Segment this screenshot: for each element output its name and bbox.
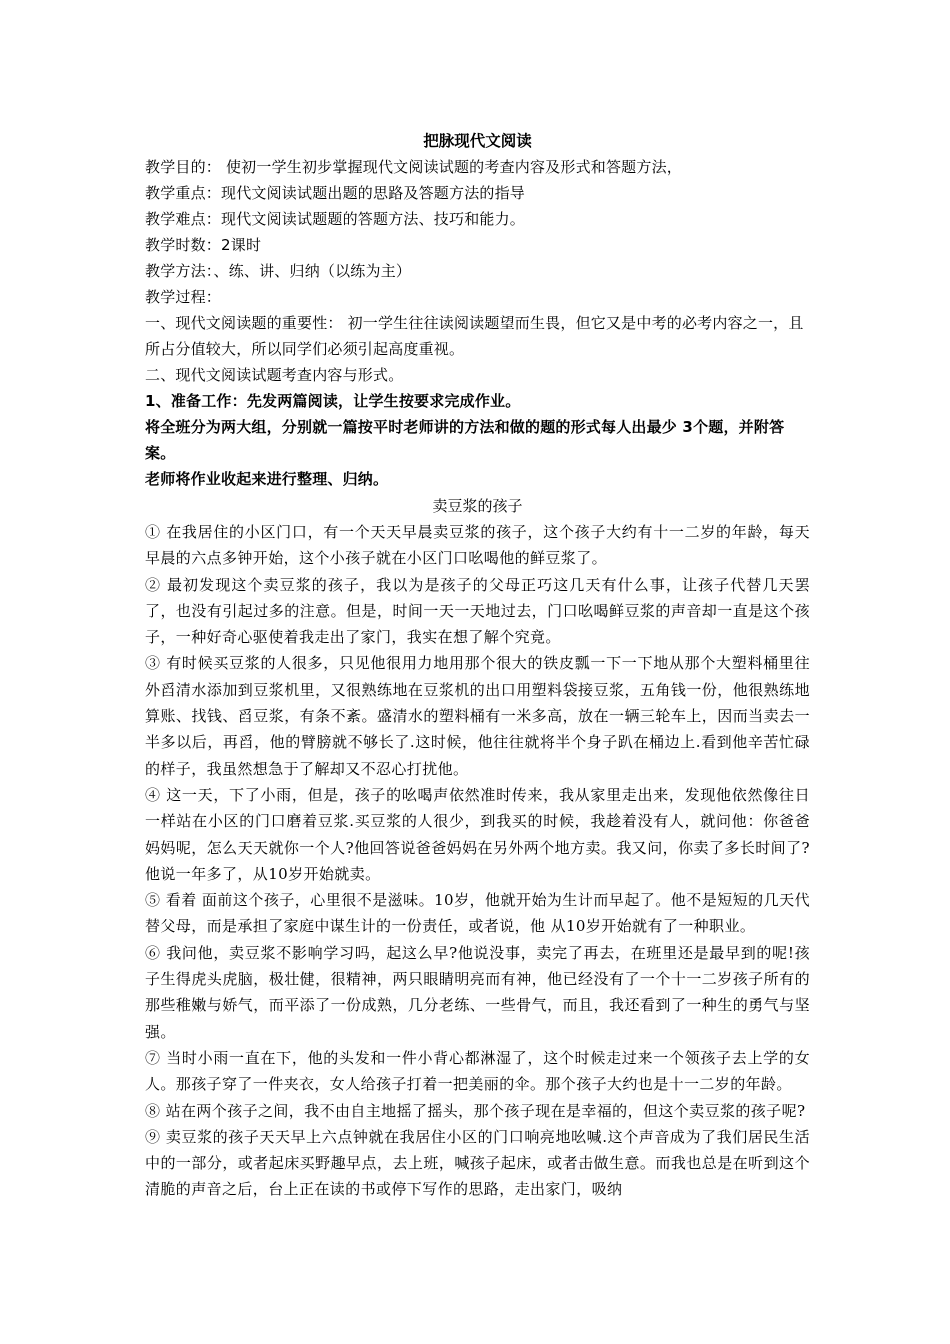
section-importance: 一、现代文阅读题的重要性： 初一学生往往读阅读题望而生畏，但它又是中考的必考内容之一，且所占分值较大，所以同学们必须引起高度重视。 — [145, 314, 804, 358]
story-paragraph-3: ③ 有时候买豆浆的人很多，只见他很用力地用那个很大的铁皮瓢一下一下地从那个大塑料桶里往外舀清水添加到豆浆机里，又很熟练地在豆浆机的出口用塑料袋接豆浆，五角钱一份，他很熟练地算账、找钱、舀豆浆，有条不紊。盛清水的塑料桶有一米多高，放在一辆三轮车上，因而当卖去一半多以后，再舀，他的臂膀就不够长了.这时候，他往往就将半个身子趴在桶边上.看到他辛苦忙碌的样子，我虽然想急于了解却又不忍心打扰他。 — [145, 654, 810, 778]
story-paragraph-5: ⑤ 看着 面前这个孩子，心里很不是滋味。10岁，他就开始为生计而早起了。他不是短短的几天代替父母，而是承担了家庭中谋生计的一份责任，或者说，他 从10岁开始就有了一种职业。 — [145, 891, 810, 936]
section-content-form: 二、现代文阅读试题考查内容与形式。 — [145, 366, 404, 384]
collect-homework-line: 老师将作业收起来进行整理、归纳。 — [145, 470, 389, 488]
story-paragraph-6: ⑥ 我问他，卖豆浆不影响学习吗，起这么早?他说没事，卖完了再去，在班里还是最早到的呢!孩子生得虎头虎脑，极壮健，很精神，两只眼睛明亮而有神，他已经没有了一个十一二岁孩子所有的那些稚嫩与娇气，而平添了一份成熟，几分老练、一些骨气，而且，我还看到了一种生的勇气与坚强。 — [145, 943, 810, 1041]
meta-difficulty: 教学难点：现代文阅读试题题的答题方法、技巧和能力。 — [145, 210, 526, 228]
meta-purpose: 教学目的： 使初一学生初步掌握现代文阅读试题的考查内容及形式和答题方法， — [145, 158, 682, 176]
story-paragraph-1: ① 在我居住的小区门口，有一个天天早晨卖豆浆的孩子，这个孩子大约有十一二岁的年龄，每天早晨的六点多钟开始，这个小孩子就在小区门口吆喝他的鲜豆浆了。 — [145, 523, 810, 568]
prep-work-line: 1、准备工作：先发两篇阅读，让学生按要求完成作业。 — [145, 392, 521, 410]
document-title: 把脉现代文阅读 — [423, 132, 532, 150]
story-paragraph-2: ② 最初发现这个卖豆浆的孩子，我以为是孩子的父母正巧这几天有什么事，让孩子代替几天罢了，也没有引起过多的注意。但是，时间一天一天地过去，门口吆喝鲜豆浆的声音却一直是这个孩子，一种好奇心驱使着我走出了家门，我实在想了解个究竟。 — [145, 575, 810, 647]
story-title: 卖豆浆的孩子 — [432, 497, 523, 515]
story-paragraph-8: ⑧ 站在两个孩子之间，我不由自主地摇了摇头，那个孩子现在是幸福的，但这个卖豆浆的孩子呢? — [145, 1101, 806, 1120]
meta-method: 教学方法：、练、讲、归纳（以练为主） — [145, 262, 412, 280]
meta-process: 教学过程： — [145, 288, 222, 306]
story-paragraph-7: ⑦ 当时小雨一直在下，他的头发和一件小背心都淋湿了，这个时候走过来一个领孩子去上学的女人。那孩子穿了一件夹衣，女人给孩子打着一把美丽的伞。那个孩子大约也是十一二岁的年龄。 — [145, 1048, 810, 1094]
story-paragraph-9: ⑨ 卖豆浆的孩子天天早上六点钟就在我居住小区的门口响亮地吆喊.这个声音成为了我们居民生活中的一部分，或者起床买野趣早点，去上班，喊孩子起床，或者击做生意。而我也总是在听到这个清脆的声音之后，台上正在读的书或停下写作的思路，走出家门，吸纳 — [145, 1127, 810, 1199]
document-content — [145, 124, 810, 1203]
group-task-line: 将全班分为两大组，分别就一篇按平时老师讲的方法和做的题的形式每人出最少 3个题，并附答案。 — [145, 418, 785, 462]
story-paragraph-4: ④ 这一天，下了小雨，但是，孩子的吆喝声依然准时传来，我从家里走出来，发现他依然像往日一样站在小区的门口磨着豆浆.买豆浆的人很少，到我买的时候，我趁着没有人，就问他：你爸爸妈妈呢，怎么天天就你一个人?他回答说爸爸妈妈在另外两个地方卖。我又问，你卖了多长时间了?他说一年多了，从10岁开始就卖。 — [145, 785, 810, 883]
meta-hours: 教学时数：2课时 — [145, 236, 262, 254]
meta-focus: 教学重点：现代文阅读试题出题的思路及答题方法的指导 — [145, 184, 526, 202]
